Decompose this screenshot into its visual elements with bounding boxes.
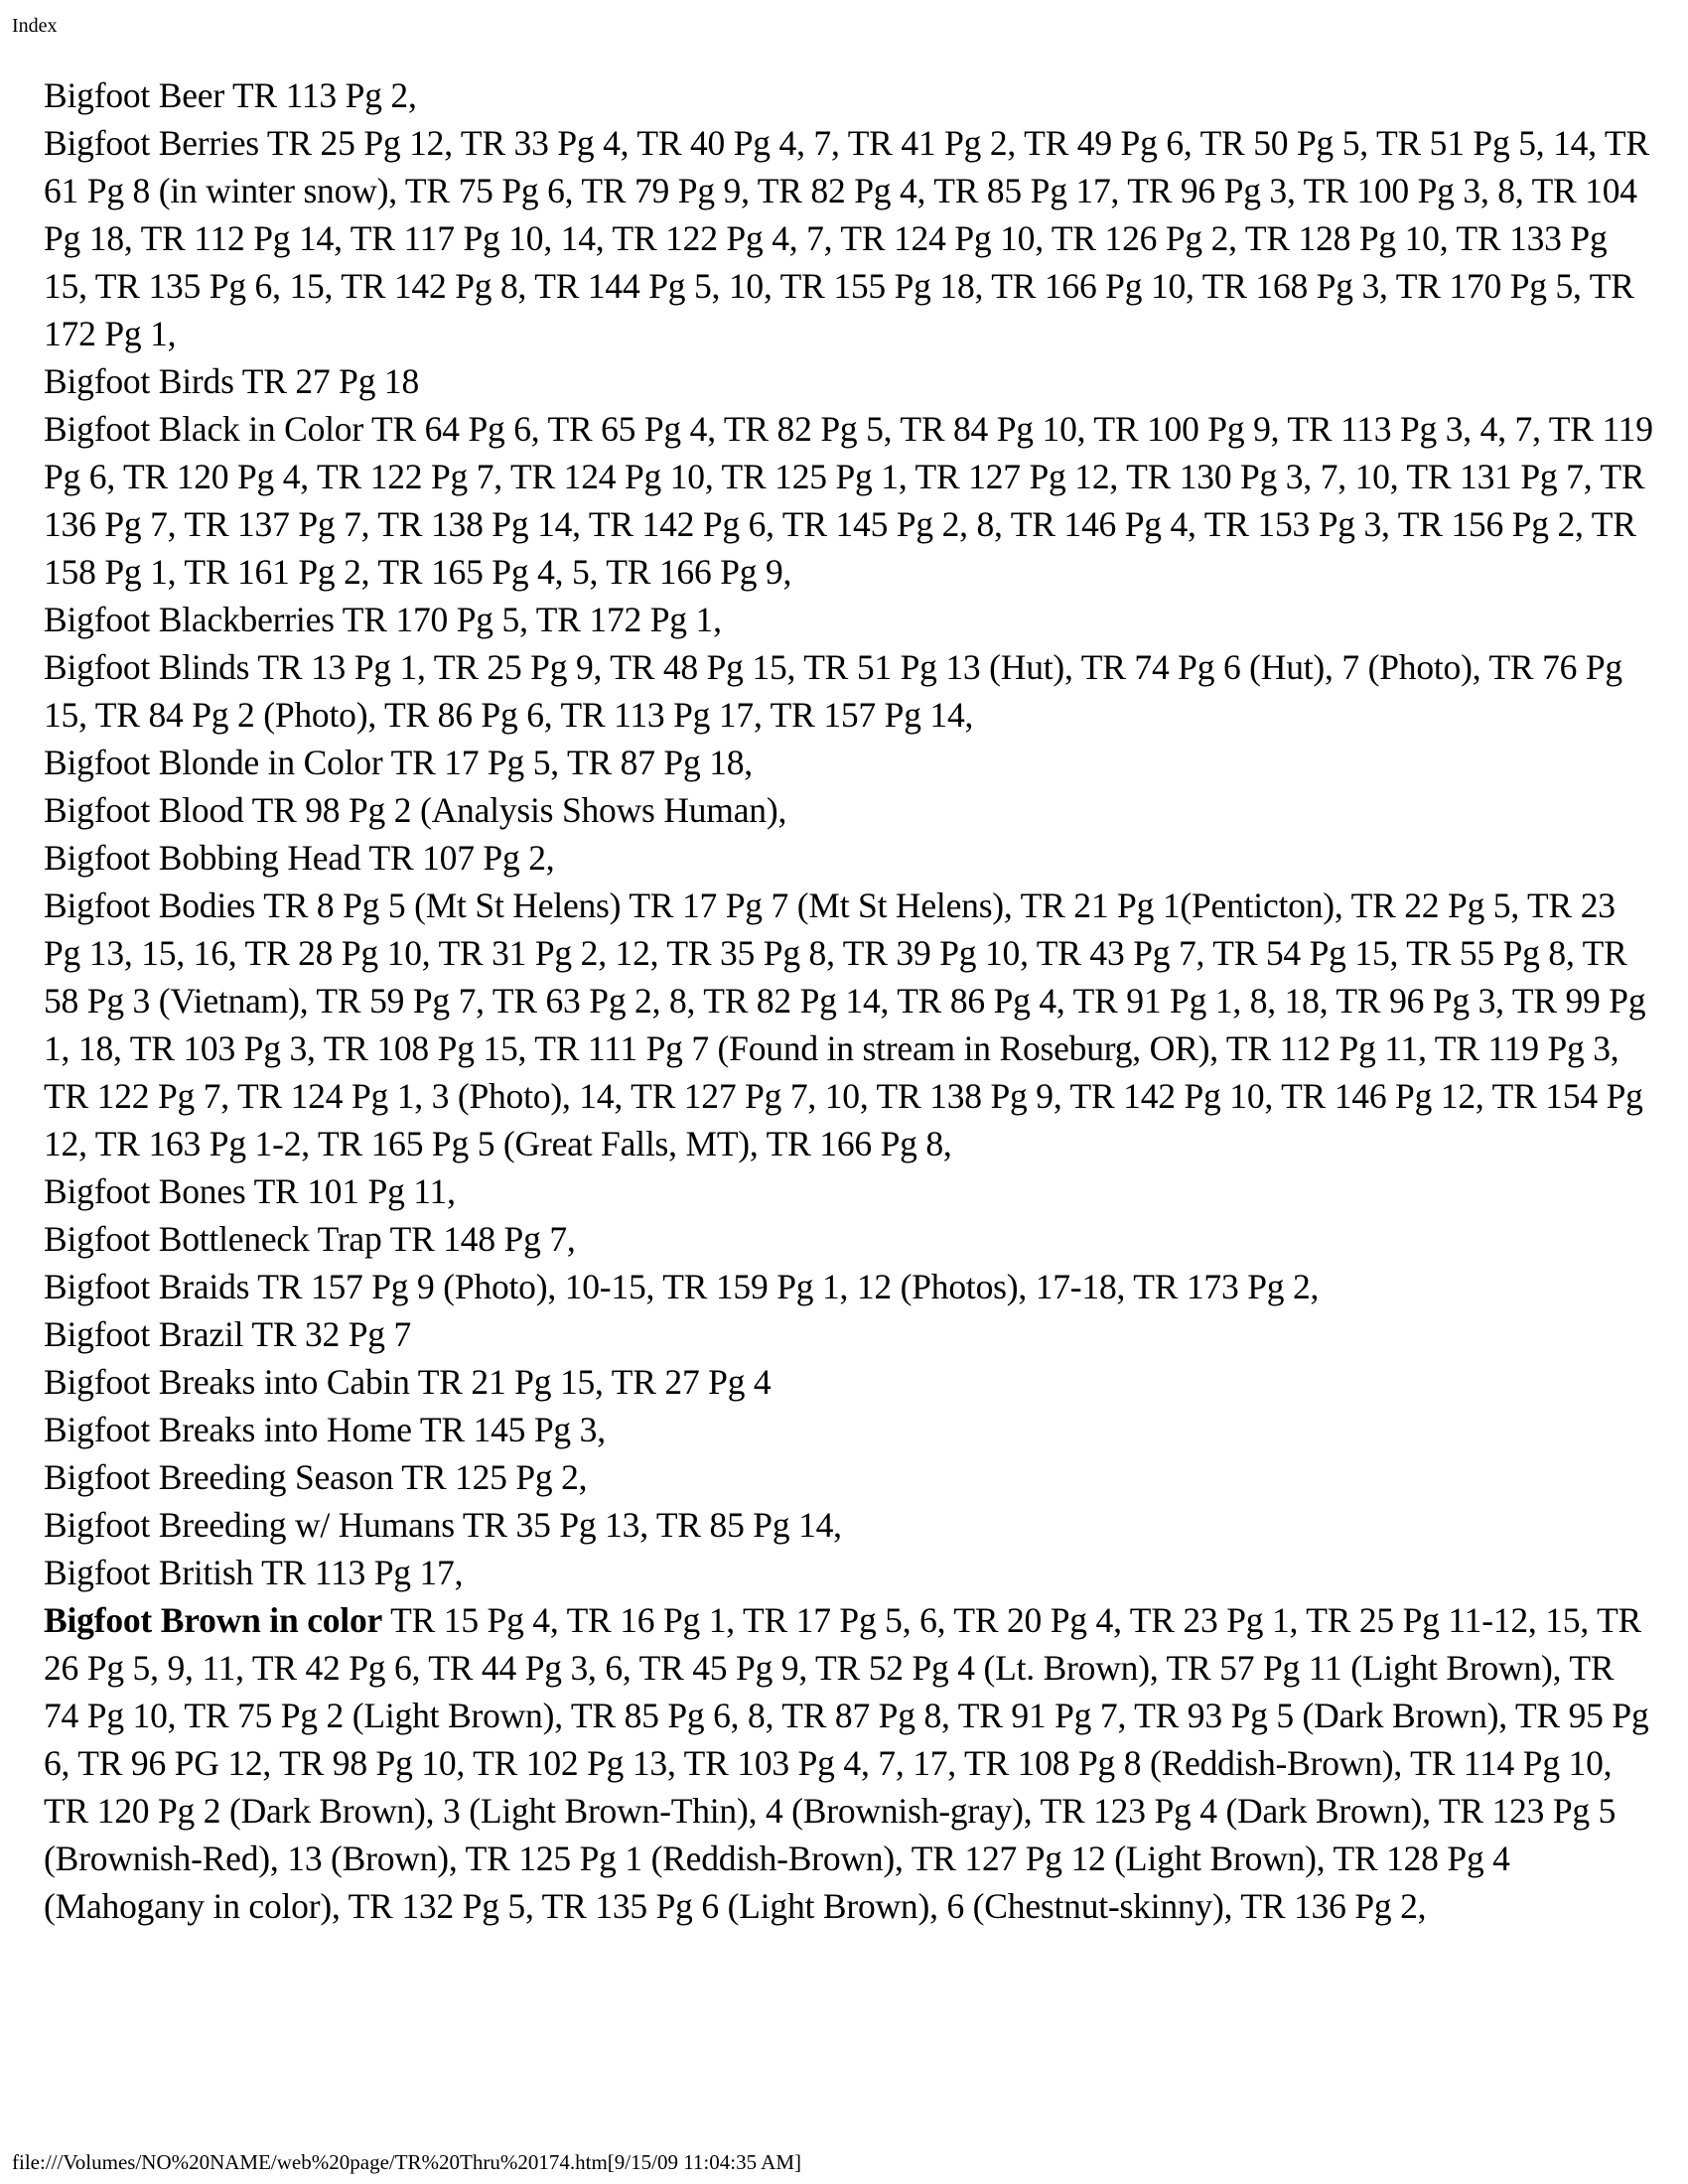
index-refs: TR 17 Pg 5, TR 87 Pg 18, (390, 743, 753, 782)
index-refs: TR 107 Pg 2, (368, 838, 555, 878)
index-refs: TR 157 Pg 9 (Photo), 10-15, TR 159 Pg 1, 12 (Photos), 17-18, TR 173 Pg 2, (257, 1267, 1320, 1306)
index-term: Bigfoot Bobbing Head (44, 838, 361, 878)
index-entry-bobbing-head (44, 834, 1657, 882)
index-entry-breaks-into-home (44, 1406, 1657, 1453)
index-term: Bigfoot Blood (44, 790, 244, 830)
index-term-bold: Bigfoot Brown in color (44, 1600, 383, 1640)
page-footer-path: file:///Volumes/NO%20NAME/web%20page/TR%20Thru%20174.htm[9/15/09 11:04:35 AM] (12, 2150, 802, 2174)
index-refs: TR 113 Pg 2, (232, 75, 417, 115)
index-refs: TR 27 Pg 18 (241, 361, 420, 401)
index-refs: TR 21 Pg 15, TR 27 Pg 4 (417, 1362, 772, 1402)
index-refs: TR 170 Pg 5, TR 172 Pg 1, (342, 600, 722, 639)
index-refs: TR 13 Pg 1, TR 25 Pg 9, TR 48 Pg 15, TR 51 Pg 13 (Hut), TR 74 Pg 6 (Hut), 7 (Photo), TR 76 Pg 15, TR 84 Pg 2 (Photo), TR 86 Pg 6, TR 113 Pg 17, TR 157 Pg 14, (44, 647, 1622, 735)
index-entry-braids (44, 1263, 1657, 1310)
index-term: Bigfoot Beer (44, 75, 224, 115)
index-entry-berries (44, 119, 1657, 357)
index-refs: TR 35 Pg 13, TR 85 Pg 14, (462, 1505, 842, 1545)
index-refs: TR 101 Pg 11, (253, 1171, 456, 1211)
index-refs: TR 64 Pg 6, TR 65 Pg 4, TR 82 Pg 5, TR 84 Pg 10, TR 100 Pg 9, TR 113 Pg 3, 4, 7, TR 119 Pg 6, TR 120 Pg 4, TR 122 Pg 7, TR 124 Pg 10, TR 125 Pg 1, TR 127 Pg 12, TR 130 Pg 3, 7, 10, TR 131 Pg 7, TR 136 Pg 7, TR 137 Pg 7, TR 138 Pg 14, TR 142 Pg 6, TR 145 Pg 2, 8, TR 146 Pg 4, TR 153 Pg 3, TR 156 Pg 2, TR 158 Pg 1, TR 161 Pg 2, TR 165 Pg 4, 5, TR 166 Pg 9, (44, 409, 1653, 592)
index-term: Bigfoot Bottleneck Trap (44, 1219, 382, 1259)
index-entry-blackberries (44, 596, 1657, 643)
index-entry-breeding-season (44, 1453, 1657, 1501)
index-entry-black-in-color (44, 405, 1657, 596)
index-refs: TR 25 Pg 12, TR 33 Pg 4, TR 40 Pg 4, 7, TR 41 Pg 2, TR 49 Pg 6, TR 50 Pg 5, TR 51 Pg 5, 14, TR 61 Pg 8 (in winter snow), TR 75 Pg 6, TR 79 Pg 9, TR 82 Pg 4, TR 85 Pg 17, TR 96 Pg 3, TR 100 Pg 3, 8, TR 104 Pg 18, TR 112 Pg 14, TR 117 Pg 10, 14, TR 122 Pg 4, 7, TR 124 Pg 10, TR 126 Pg 2, TR 128 Pg 10, TR 133 Pg 15, TR 135 Pg 6, 15, TR 142 Pg 8, TR 144 Pg 5, 10, TR 155 Pg 18, TR 166 Pg 10, TR 168 Pg 3, TR 170 Pg 5, TR 172 Pg 1, (44, 123, 1649, 353)
index-term: Bigfoot Bones (44, 1171, 246, 1211)
index-refs: TR 15 Pg 4, TR 16 Pg 1, TR 17 Pg 5, 6, TR 20 Pg 4, TR 23 Pg 1, TR 25 Pg 11-12, 15, TR 26 Pg 5, 9, 11, TR 42 Pg 6, TR 44 Pg 3, 6, TR 45 Pg 9, TR 52 Pg 4 (Lt. Brown), TR 57 Pg 11 (Light Brown), TR 74 Pg 10, TR 75 Pg 2 (Light Brown), TR 85 Pg 6, 8, TR 87 Pg 8, TR 91 Pg 7, TR 93 Pg 5 (Dark Brown), TR 95 Pg 6, TR 96 PG 12, TR 98 Pg 10, TR 102 Pg 13, TR 103 Pg 4, 7, 17, TR 108 Pg 8 (Reddish-Brown), TR 114 Pg 10, TR 120 Pg 2 (Dark Brown), 3 (Light Brown-Thin), 4 (Brownish-gray), TR 123 Pg 4 (Dark Brown), TR 123 Pg 5 (Brownish-Red), 13 (Brown), TR 125 Pg 1 (Reddish-Brown), TR 127 Pg 12 (Light Brown), TR 128 Pg 4 (Mahogany in color), TR 132 Pg 5, TR 135 Pg 6 (Light Brown), 6 (Chestnut-skinny), TR 136 Pg 2, (44, 1600, 1649, 1926)
index-entry-bottleneck-trap (44, 1215, 1657, 1263)
index-term: Bigfoot Blackberries (44, 600, 335, 639)
index-term: Bigfoot Breeding Season (44, 1457, 394, 1497)
index-entry-beer (44, 71, 1657, 119)
index-refs: TR 148 Pg 7, (389, 1219, 576, 1259)
index-refs: TR 125 Pg 2, (401, 1457, 588, 1497)
index-entry-blood (44, 786, 1657, 834)
index-term: Bigfoot Brazil (44, 1314, 244, 1354)
index-term: Bigfoot Braids (44, 1267, 250, 1306)
index-entry-breeding-w-humans (44, 1501, 1657, 1549)
index-refs: TR 113 Pg 17, (261, 1553, 464, 1592)
index-term: Bigfoot Birds (44, 361, 234, 401)
index-entry-british (44, 1549, 1657, 1596)
index-term: Bigfoot Bodies (44, 886, 256, 925)
index-entry-blonde-in-color (44, 739, 1657, 786)
index-term: Bigfoot Black in Color (44, 409, 363, 449)
index-list (44, 71, 1657, 1930)
index-entry-birds (44, 357, 1657, 405)
index-term: Bigfoot Breaks into Cabin (44, 1362, 410, 1402)
index-term: Bigfoot British (44, 1553, 254, 1592)
index-entry-bones (44, 1167, 1657, 1215)
index-term: Bigfoot Breaks into Home (44, 1410, 412, 1449)
index-term: Bigfoot Blonde in Color (44, 743, 383, 782)
index-refs: TR 32 Pg 7 (251, 1314, 412, 1354)
index-entry-breaks-into-cabin (44, 1358, 1657, 1406)
index-entry-brazil (44, 1310, 1657, 1358)
index-term: Bigfoot Breeding w/ Humans (44, 1505, 455, 1545)
index-term: Bigfoot Berries (44, 123, 259, 163)
index-entry-bodies (44, 882, 1657, 1167)
index-refs: TR 98 Pg 2 (Analysis Shows Human), (251, 790, 787, 830)
index-refs: TR 8 Pg 5 (Mt St Helens) TR 17 Pg 7 (Mt St Helens), TR 21 Pg 1(Penticton), TR 22 Pg 5, TR 23 Pg 13, 15, 16, TR 28 Pg 10, TR 31 Pg 2, 12, TR 35 Pg 8, TR 39 Pg 10, TR 43 Pg 7, TR 54 Pg 15, TR 55 Pg 8, TR 58 Pg 3 (Vietnam), TR 59 Pg 7, TR 63 Pg 2, 8, TR 82 Pg 14, TR 86 Pg 4, TR 91 Pg 1, 8, 18, TR 96 Pg 3, TR 99 Pg 1, 18, TR 103 Pg 3, TR 108 Pg 15, TR 111 Pg 7 (Found in stream in Roseburg, OR), TR 112 Pg 11, TR 119 Pg 3, TR 122 Pg 7, TR 124 Pg 1, 3 (Photo), 14, TR 127 Pg 7, 10, TR 138 Pg 9, TR 142 Pg 10, TR 146 Pg 12, TR 154 Pg 12, TR 163 Pg 1-2, TR 165 Pg 5 (Great Falls, MT), TR 166 Pg 8, (44, 886, 1646, 1163)
index-refs: TR 145 Pg 3, (419, 1410, 606, 1449)
page-header: Index (12, 15, 58, 37)
index-entry-blinds (44, 643, 1657, 739)
index-term: Bigfoot Blinds (44, 647, 250, 687)
index-entry-brown-in-color (44, 1596, 1657, 1930)
